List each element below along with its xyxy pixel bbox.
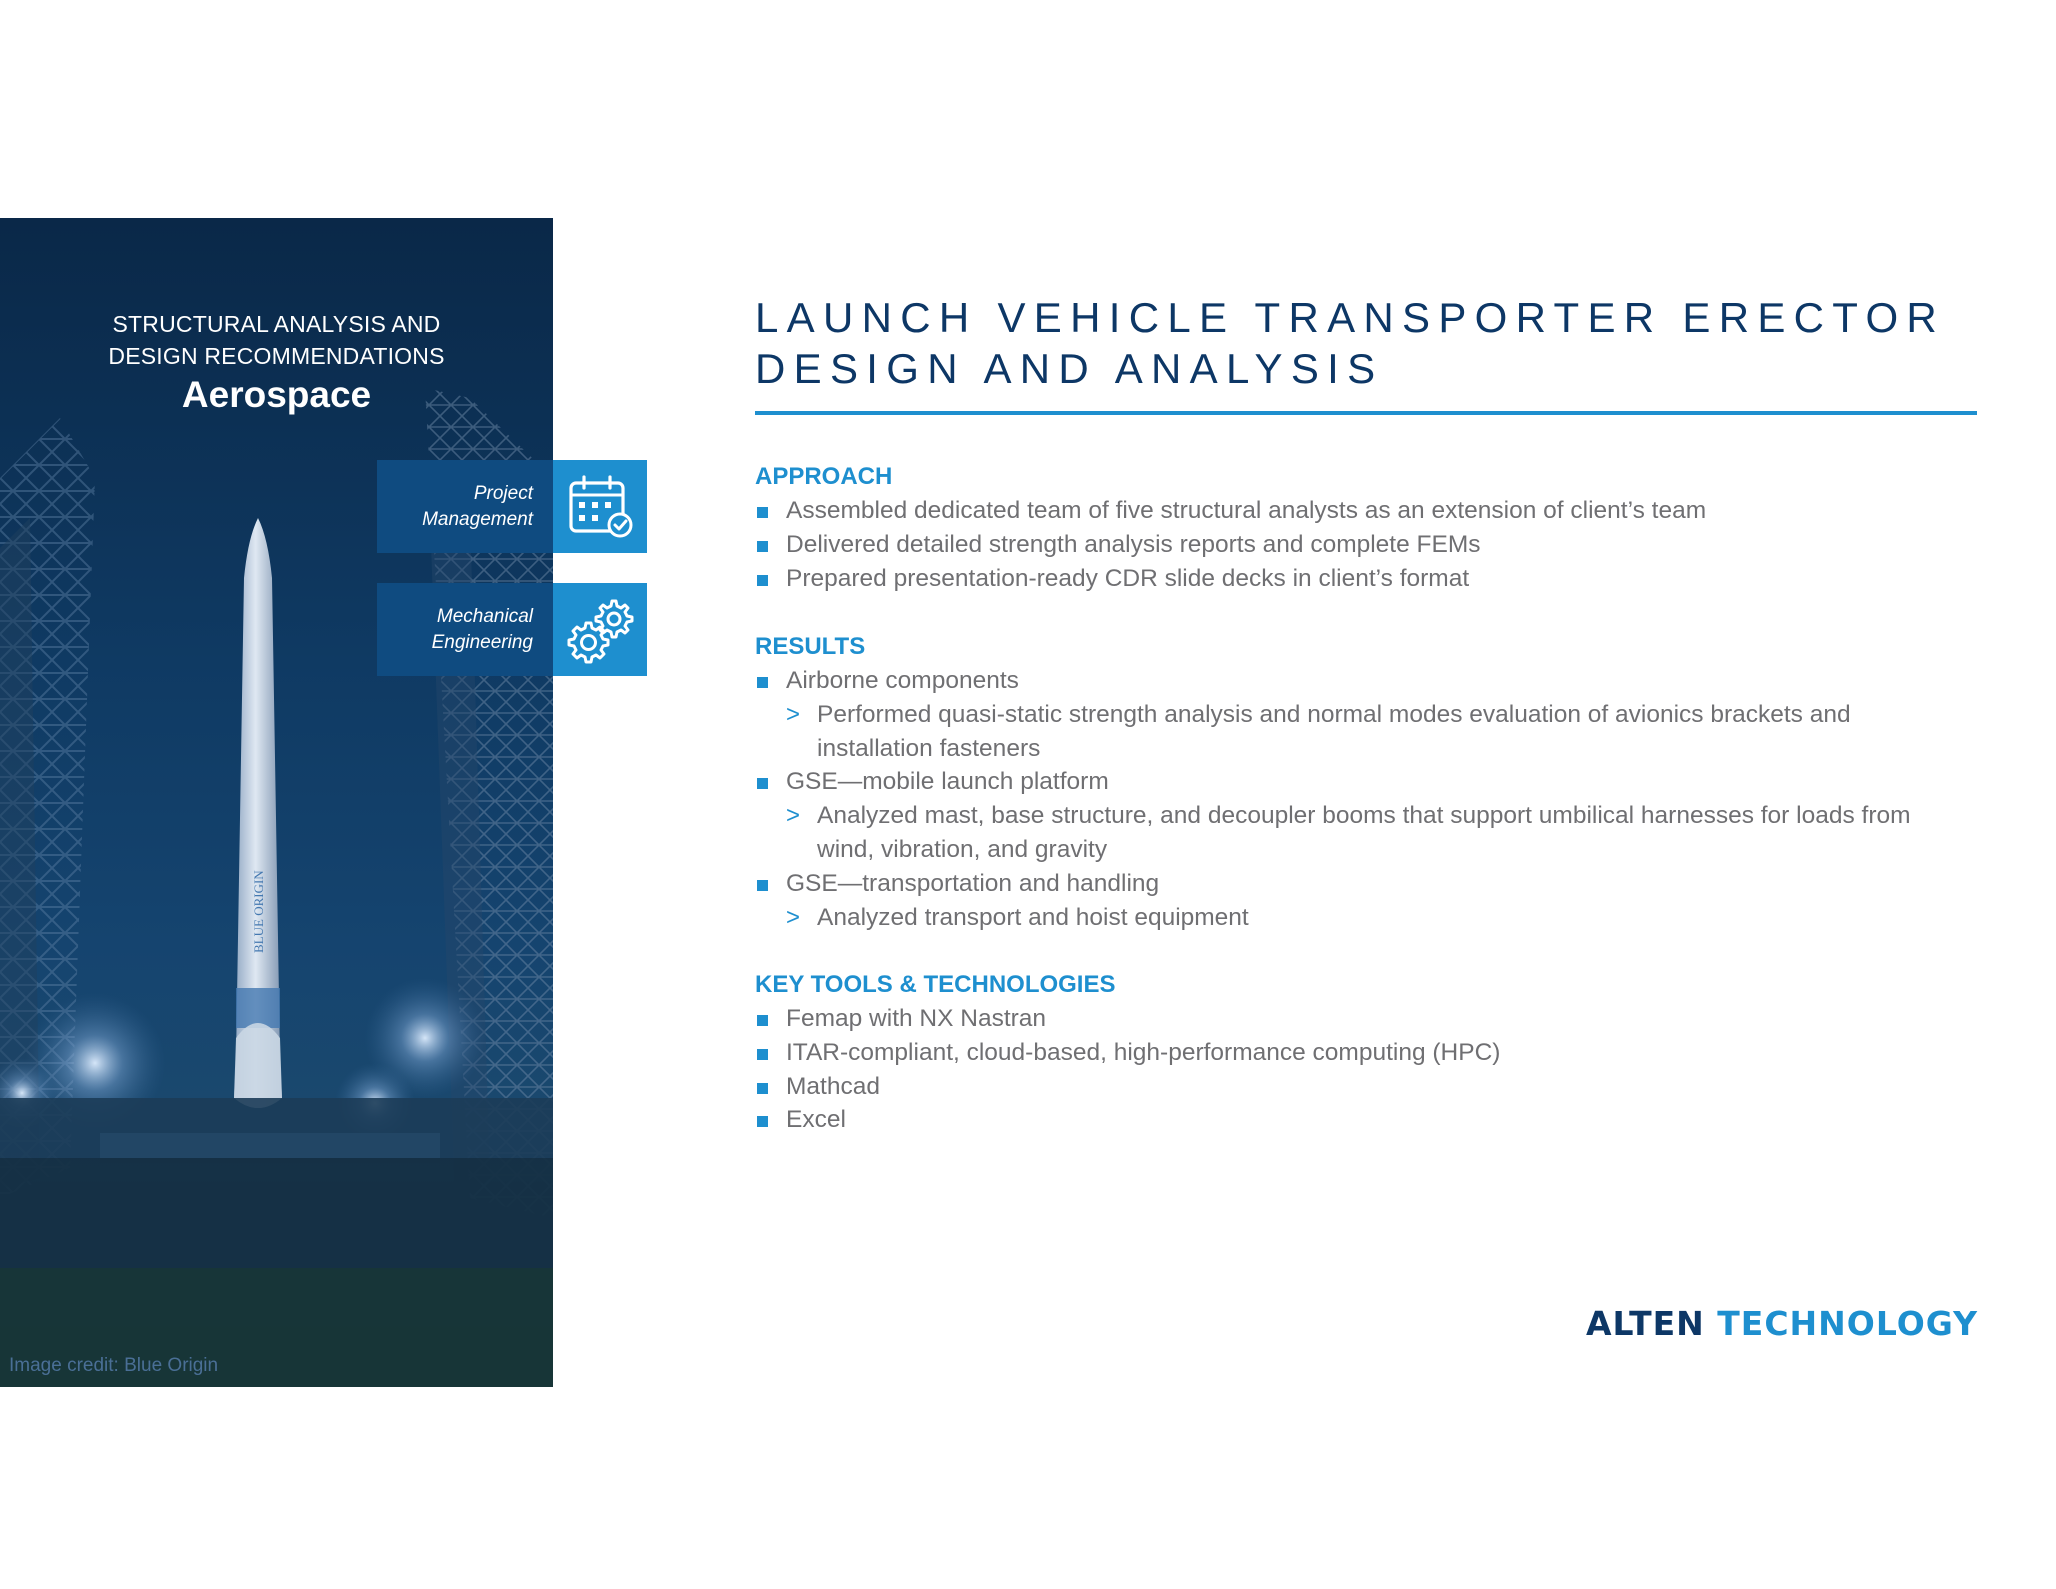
page-title-line2: DESIGN AND ANALYSIS <box>755 345 1384 392</box>
sub-item-text: Performed quasi-static strength analysis and normal modes evaluation of avionics brackets and <box>817 700 1851 728</box>
tools-section <box>755 968 1995 1137</box>
tag-label <box>377 583 553 676</box>
panel-subtitle-line2: DESIGN RECOMMENDATIONS <box>108 343 445 369</box>
company-logo <box>1586 1304 1978 1343</box>
tag-label-line2: Engineering <box>431 631 533 653</box>
gears-icon <box>553 583 647 676</box>
tag-label-line1: Mechanical <box>436 605 533 627</box>
list-item: Femap with NX Nastran <box>755 1002 1995 1036</box>
sub-list-item <box>755 799 1995 833</box>
sub-item-text: Analyzed transport and hoist equipment <box>817 903 1249 931</box>
section-heading: APPROACH <box>755 463 893 490</box>
tag-mechanical-engineering <box>377 583 647 676</box>
sub-item-text: Analyzed mast, base structure, and decoupler booms that support umbilical harnesses for loads from <box>817 802 1911 830</box>
list-item: Prepared presentation-ready CDR slide decks in client’s format <box>755 562 1995 596</box>
chevron-right-icon: > <box>786 700 801 728</box>
section-heading: KEY TOOLS & TECHNOLOGIES <box>755 971 1116 998</box>
page-title <box>755 292 1995 394</box>
tag-label-line1: Project <box>473 482 533 504</box>
image-credit: Image credit: Blue Origin <box>9 1355 219 1376</box>
chevron-right-icon: > <box>786 802 801 830</box>
list-item: GSE—transportation and handling <box>755 867 1995 901</box>
results-section <box>755 630 1995 934</box>
panel-subtitle <box>0 308 553 372</box>
list-item: Airborne components <box>755 664 1995 698</box>
panel-subtitle-line1: STRUCTURAL ANALYSIS AND <box>112 311 441 337</box>
hero-image-panel <box>0 218 553 1387</box>
sub-list-item <box>755 901 1995 935</box>
approach-list <box>755 494 1995 595</box>
title-divider <box>755 411 1977 415</box>
sub-list-item-continued: installation fasteners <box>817 734 1041 762</box>
list-item: Excel <box>755 1103 1995 1137</box>
list-item: Mathcad <box>755 1070 1995 1104</box>
chevron-right-icon: > <box>786 903 801 931</box>
tools-list <box>755 1002 1995 1137</box>
list-item: Assembled dedicated team of five structural analysts as an extension of client’s team <box>755 494 1995 528</box>
list-item: GSE—mobile launch platform <box>755 765 1995 799</box>
logo-part-alten: ALTEN <box>1586 1304 1705 1343</box>
tag-label <box>377 460 553 553</box>
tag-project-management <box>377 460 647 553</box>
panel-title: Aerospace <box>181 374 372 415</box>
sub-list-item-continued: wind, vibration, and gravity <box>817 835 1108 863</box>
sub-list-item <box>755 698 1995 732</box>
logo-part-technology: TECHNOLOGY <box>1717 1304 1979 1343</box>
rocket-lettering: BLUE ORIGIN <box>251 870 266 953</box>
approach-section <box>755 460 1995 595</box>
list-item: Delivered detailed strength analysis reports and complete FEMs <box>755 528 1995 562</box>
section-heading: RESULTS <box>755 633 866 660</box>
results-list <box>755 664 1995 934</box>
calendar-check-icon <box>553 460 647 553</box>
tag-label-line2: Management <box>422 508 533 530</box>
page-title-line1: LAUNCH VEHICLE TRANSPORTER ERECTOR <box>755 294 1946 341</box>
list-item: ITAR-compliant, cloud-based, high-performance computing (HPC) <box>755 1036 1995 1070</box>
